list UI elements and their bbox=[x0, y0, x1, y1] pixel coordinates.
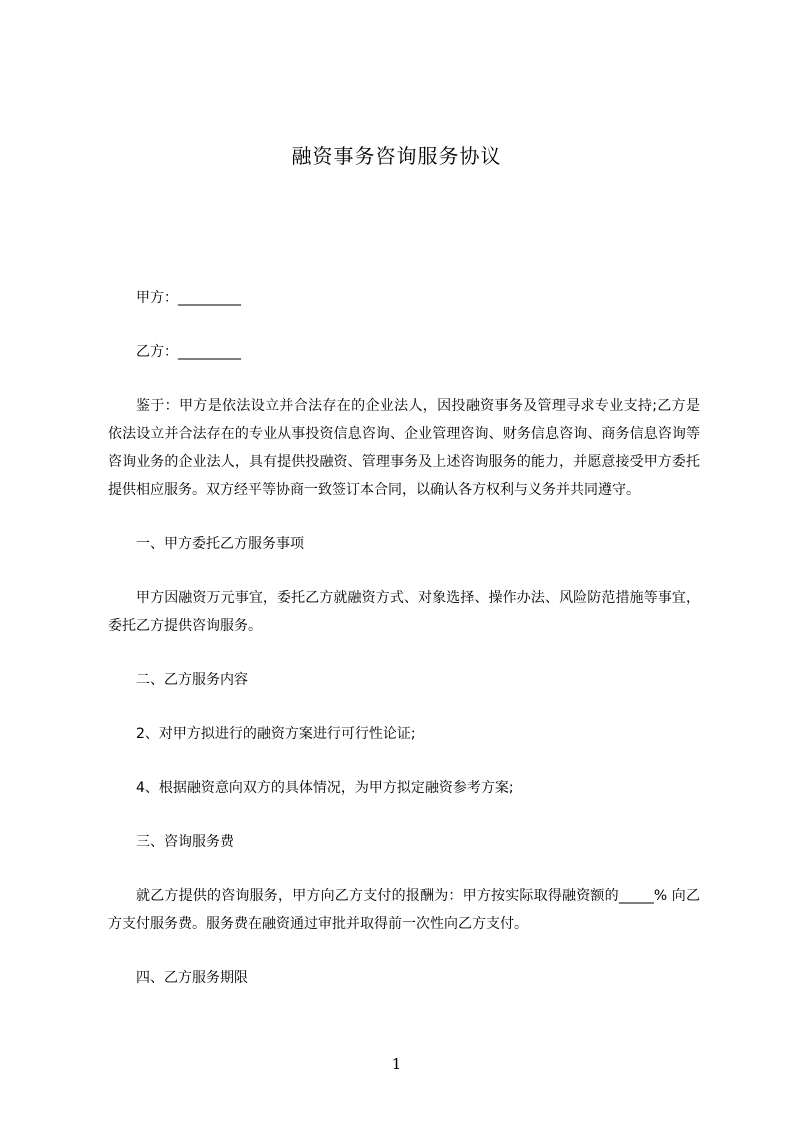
spacer bbox=[108, 856, 700, 882]
section-2-heading: 二、乙方服务内容 bbox=[136, 672, 248, 688]
spacer bbox=[108, 640, 700, 666]
spacer bbox=[108, 366, 700, 392]
section-4-heading: 四、乙方服务期限 bbox=[136, 970, 248, 986]
preamble-paragraph: 鉴于：甲方是依法设立并合法存在的企业法人，因投融资事务及管理寻求专业支持;乙方是依法设立并合法存在的专业从事投资信息咨询、企业管理咨询、财务信息咨询、商务信息咨询等咨询业务的企业法人，具有提供投融资、管理事务及上述咨询服务的能力，并愿意接受甲方委托提供相应服务。双方经平等协商一致签订本合同，以确认各方权利与义务并共同遵守。 bbox=[108, 398, 700, 498]
party-a-line: 甲方：_________ bbox=[136, 290, 241, 306]
spacer bbox=[108, 558, 700, 584]
document-body bbox=[108, 284, 700, 992]
party-b-line: 乙方：_________ bbox=[136, 344, 241, 360]
spacer bbox=[108, 312, 700, 338]
section-3-body: 就乙方提供的咨询服务，甲方向乙方支付的报酬为：甲方按实际取得融资额的_____% 向乙方支付服务费。服务费在融资通过审批并取得前一次性向乙方支付。 bbox=[108, 888, 700, 932]
document-title: 融资事务咨询服务协议 bbox=[291, 144, 502, 168]
section-1-body: 甲方因融资万元事宜，委托乙方就融资方式、对象选择、操作办法、风险防范措施等事宜，委托乙方提供咨询服务。 bbox=[108, 590, 700, 634]
spacer bbox=[108, 802, 700, 828]
section-2-item-4: 4、根据融资意向双方的具体情况，为甲方拟定融资参考方案; bbox=[136, 780, 514, 796]
section-2-item-2: 2、对甲方拟进行的融资方案进行可行性论证; bbox=[136, 726, 416, 742]
page-number: 1 bbox=[391, 1055, 402, 1073]
section-3-heading: 三、咨询服务费 bbox=[136, 834, 234, 850]
spacer bbox=[108, 504, 700, 530]
section-1-heading: 一、甲方委托乙方服务事项 bbox=[136, 536, 304, 552]
spacer bbox=[108, 938, 700, 964]
spacer bbox=[108, 748, 700, 774]
spacer bbox=[108, 694, 700, 720]
